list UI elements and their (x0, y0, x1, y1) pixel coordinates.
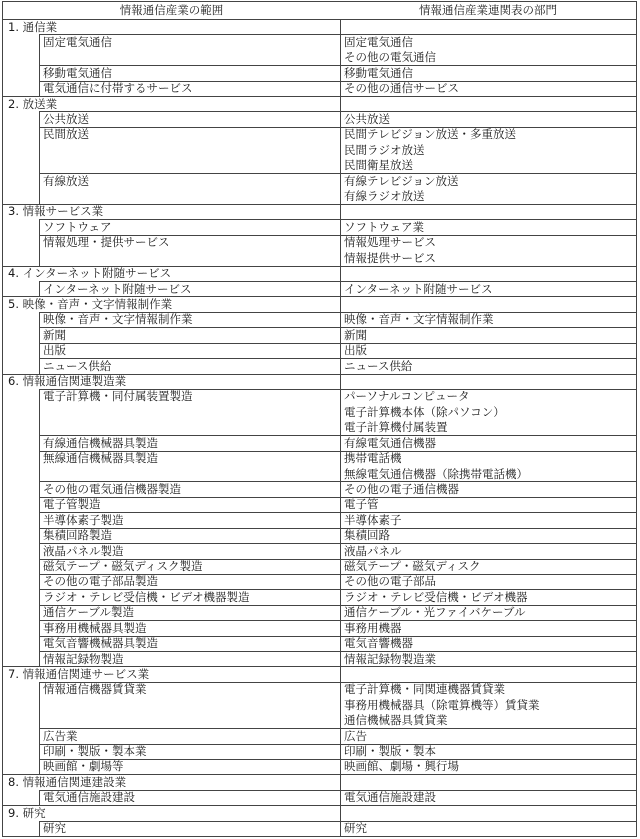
sector-entry: その他の通信サービス (344, 81, 459, 96)
sector-entry: パーソナルコンピュータ (344, 389, 470, 404)
row-divider (39, 512, 636, 513)
category-divider (3, 805, 636, 806)
category-divider (3, 96, 636, 97)
category-label: 1. 通信業 (8, 19, 58, 34)
sector-entry: 電気音響機器 (344, 636, 413, 651)
sector-entry: 有線テレビジョン放送 (344, 173, 459, 188)
item-name: 印刷・製版・製本業 (43, 744, 147, 758)
item-name: 映画館・劇場等 (43, 759, 124, 774)
row-divider (39, 343, 636, 344)
item-name: ニュース供給 (43, 358, 112, 373)
row-divider (39, 219, 636, 220)
sector-entry: ラジオ・テレビ受信機・ビデオ機器 (344, 589, 528, 604)
header-divider (3, 19, 636, 20)
sector-entry: 通信機械器具賃貸業 (344, 713, 448, 728)
indent-divider (39, 821, 40, 836)
item-name: 新聞 (43, 327, 66, 342)
item-name: ラジオ・テレビ受信機・ビデオ機器製造 (43, 589, 250, 604)
item-name: 無線通信機械器具製造 (43, 451, 158, 466)
item-name: 広告業 (43, 728, 78, 743)
sector-entry: 民間衛星放送 (344, 158, 413, 173)
sector-entry: 事務用機器 (344, 620, 402, 635)
sector-entry: 研究 (344, 821, 367, 836)
sector-entry: インターネット附随サービス (344, 281, 493, 296)
sector-entry: 電子管 (344, 497, 379, 512)
sector-entry: ソフトウェア業 (344, 219, 425, 234)
sector-entry: 有線ラジオ放送 (344, 189, 425, 204)
item-name: 通信ケーブル製造 (43, 605, 134, 620)
sector-entry: 有線電気通信機器 (344, 435, 436, 450)
item-name: 情報記録物製造 (43, 651, 124, 666)
row-divider (39, 358, 636, 359)
sector-entry: 固定電気通信 (344, 34, 413, 49)
sector-entry: 移動電気通信 (344, 65, 413, 80)
row-divider (39, 34, 636, 35)
category-label: 8. 情報通信関連建設業 (8, 774, 127, 789)
sector-entry: 情報提供サービス (344, 250, 436, 265)
sector-entry: 事務用機械器具（除電算機等）賃貸業 (344, 697, 540, 712)
item-name: その他の電子部品製造 (43, 574, 158, 589)
item-name: 集積回路製造 (43, 528, 112, 543)
item-name: 電気通信に付帯するサービス (43, 81, 193, 96)
item-name: 映像・音声・文字情報制作業 (43, 312, 193, 327)
row-divider (39, 173, 636, 174)
item-name: 固定電気通信 (43, 34, 112, 49)
item-name: 液晶パネル製造 (43, 543, 124, 558)
item-name: 電気通信施設建設 (43, 790, 135, 805)
category-label: 4. インターネット附随サービス (8, 266, 172, 281)
sector-entry: ニュース供給 (344, 358, 413, 373)
indent-divider (39, 111, 40, 203)
item-name: 有線通信機械器具製造 (43, 435, 158, 450)
item-name: 情報処理・提供サービス (43, 235, 170, 250)
item-name: 磁気テープ・磁気ディスク製造 (43, 559, 203, 574)
row-divider (39, 497, 636, 498)
category-label: 3. 情報サービス業 (8, 204, 104, 219)
sector-entry: 通信ケーブル・光ファイバケーブル (344, 605, 526, 620)
item-name: 電気音響機械器具製造 (43, 636, 158, 651)
sector-entry: 出版 (344, 343, 367, 358)
column-header-scope: 情報通信産業の範囲 (119, 3, 224, 17)
row-divider (39, 543, 636, 544)
sector-entry: 映像・音声・文字情報制作業 (344, 312, 494, 327)
sector-entry: 公共放送 (344, 111, 390, 126)
row-divider (39, 111, 636, 112)
item-name: その他の電気通信機器製造 (43, 481, 181, 496)
sector-entry: 情報処理サービス (344, 235, 436, 250)
sector-entry: 電子計算機・同関連機器賃貸業 (344, 682, 505, 697)
row-divider (39, 651, 636, 652)
sector-entry: その他の電子通信機器 (344, 481, 459, 496)
item-name: 民間放送 (43, 127, 89, 142)
item-name: 事務用機械器具製造 (43, 620, 147, 635)
category-label: 9. 研究 (8, 805, 46, 820)
sector-entry: 携帯電話機 (344, 451, 402, 466)
row-divider (39, 65, 636, 66)
category-label: 6. 情報通信関連製造業 (8, 374, 127, 389)
sector-entry: 民間ラジオ放送 (344, 142, 425, 157)
item-name: ソフトウェア (43, 219, 112, 234)
indent-divider (39, 281, 40, 296)
item-name: 情報通信機器賃貸業 (43, 682, 147, 697)
item-name: 移動電気通信 (43, 65, 112, 80)
category-label: 5. 映像・音声・文字情報制作業 (8, 296, 173, 311)
sector-entry: 電子計算機本体（除パソコン） (344, 404, 505, 419)
indent-divider (39, 34, 40, 96)
sector-entry: 無線電気通信機器（除携帯電話機） (344, 466, 528, 481)
column-header-sectors: 情報通信産業連関表の部門 (419, 3, 557, 17)
category-label: 2. 放送業 (8, 96, 58, 111)
item-name: 公共放送 (43, 111, 89, 126)
item-name: 電子計算機・同付属装置製造 (43, 389, 193, 404)
item-name: 研究 (43, 821, 66, 836)
row-divider (39, 728, 636, 729)
category-label: 7. 情報通信関連サービス業 (8, 666, 150, 681)
sector-entry: 映画館、劇場・興行場 (344, 759, 459, 774)
item-name: 半導体素子製造 (43, 512, 124, 527)
indent-divider (39, 790, 40, 805)
row-divider (39, 759, 636, 760)
indent-divider (39, 682, 40, 774)
item-name: 有線放送 (43, 173, 89, 188)
sector-entry: その他の電気通信 (344, 50, 436, 65)
sector-entry: 液晶パネル (344, 543, 402, 558)
item-name: 電子管製造 (43, 497, 101, 512)
indent-divider (39, 312, 40, 374)
sector-entry: 印刷・製版・製本 (344, 744, 436, 758)
sector-entry: 電気通信施設建設 (344, 790, 436, 805)
sector-entry: 民間テレビジョン放送・多重放送 (344, 127, 517, 142)
sector-entry: 半導体素子 (344, 512, 402, 527)
sector-entry: 磁気テープ・磁気ディスク (344, 559, 481, 574)
item-name: 出版 (43, 343, 66, 358)
sector-entry: 情報記録物製造業 (344, 651, 436, 666)
sector-entry: 新聞 (344, 327, 367, 342)
item-name: インターネット附随サービス (43, 281, 192, 296)
industry-table (2, 1, 637, 837)
sector-entry: その他の電子部品 (344, 574, 436, 589)
row-divider (39, 821, 636, 822)
indent-divider (39, 219, 40, 265)
sector-entry: 電子計算機付属装置 (344, 420, 448, 435)
row-divider (39, 327, 636, 328)
sector-entry: 広告 (344, 728, 367, 743)
column-divider (340, 19, 341, 836)
row-divider (39, 528, 636, 529)
indent-divider (39, 389, 40, 666)
row-divider (39, 127, 636, 128)
sector-entry: 集積回路 (344, 528, 390, 543)
